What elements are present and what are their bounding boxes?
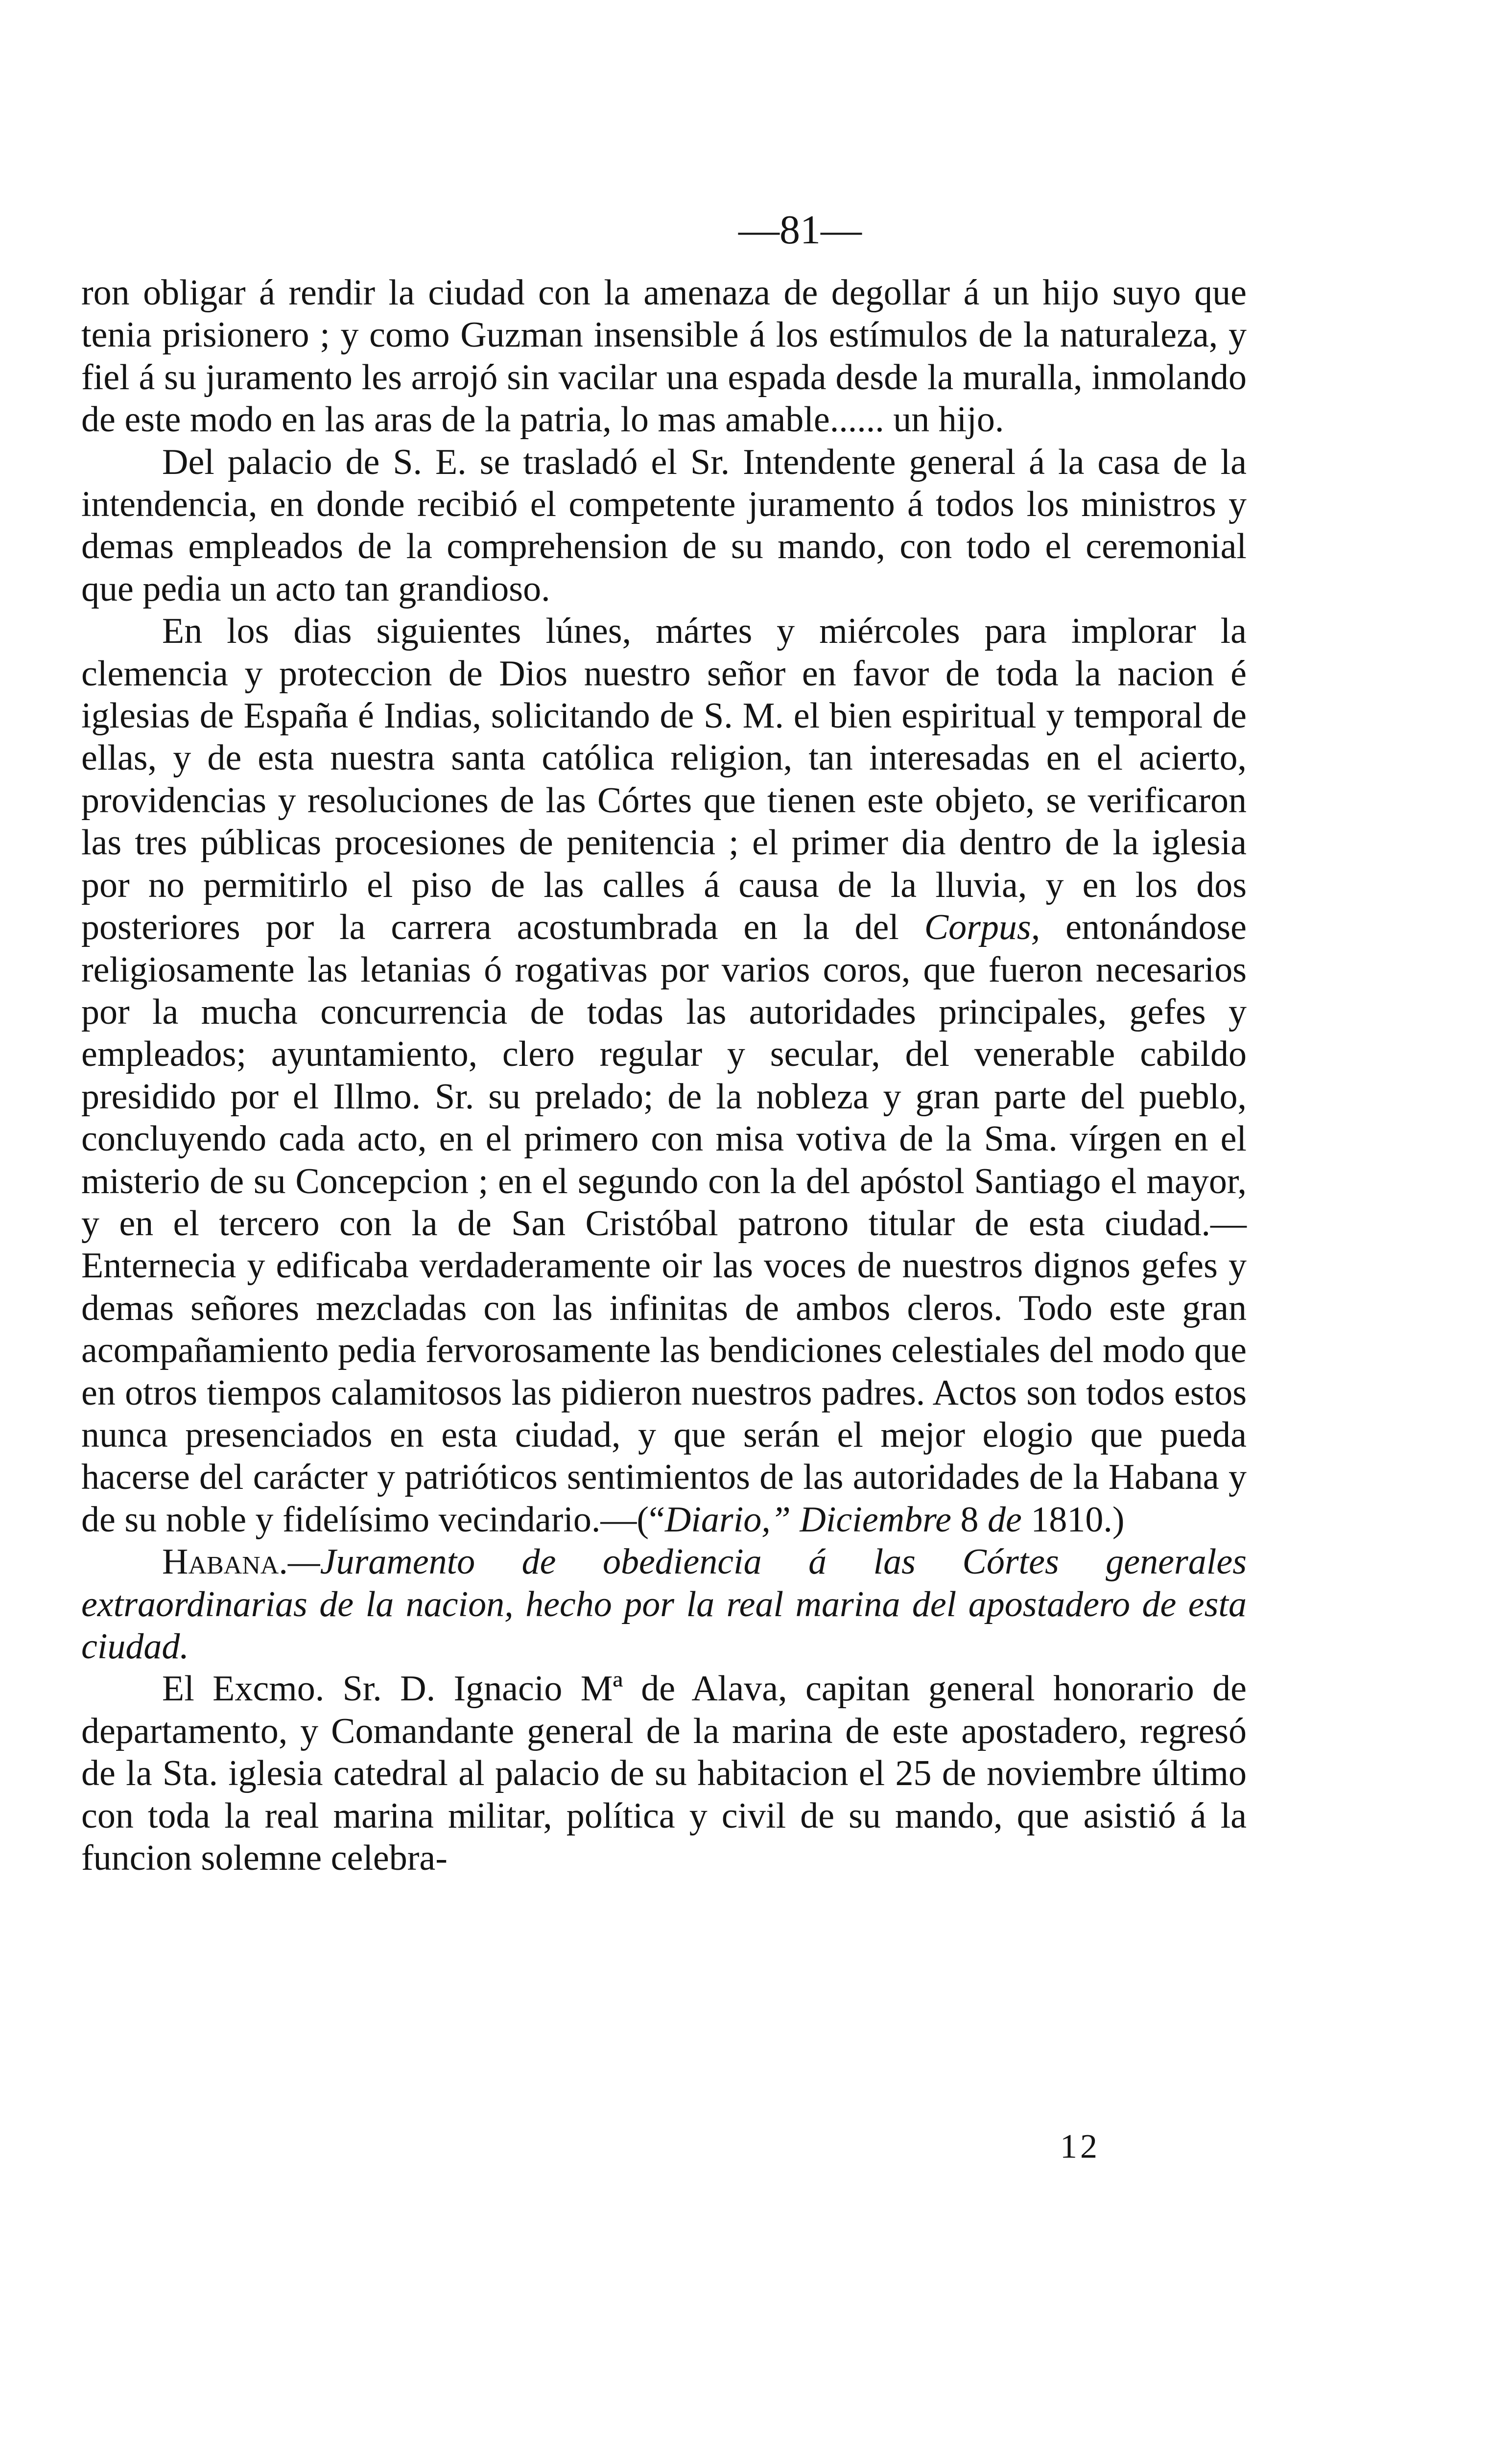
paragraph	[81, 1541, 1247, 1668]
paragraph-text: 1810.)	[1031, 1499, 1125, 1540]
page-number: —81—	[738, 207, 862, 253]
paragraph-text: ron obligar á rendir la ciudad con la amenaza de degollar á un hijo suyo que tenia prisionero ; y como Guzman insensible á los estímulos de la naturaleza, y fiel á su juramento les arrojó sin vacilar una espada desde la muralla, inmolando de este modo en las aras de la patria, lo mas amable...... un hijo.	[81, 273, 1247, 440]
italic-text: Diario,” Diciembre	[664, 1499, 952, 1540]
paragraph-text: El Excmo. Sr. D. Ignacio Mª de Alava, capitan general honorario de departamento, y Comandante general de la marina de este apostadero, regresó de la Sta. iglesia catedral al palacio de su habitacion el 25 de noviembre último con toda la real marina militar, política y civil de su mando, que asistió á la funcion solemne celebra-	[81, 1669, 1247, 1879]
paragraph-text: En los dias siguientes lúnes, mártes y miércoles para implorar la clemencia y proteccion de Dios nuestro señor en favor de toda la nacion é iglesias de España é Indias, solicitando de S. M. el bien espiritual y temporal de ellas, y de esta nuestra santa católica religion, tan interesadas en el acierto, providencias y resoluciones de las Córtes que tienen este objeto, se verificaron las tres públicas procesiones de penitencia ; el primer dia dentro de la iglesia por no permitirlo el piso de las calles á causa de la lluvia, y en los dos posteriores por la carrera acostumbrada en la del	[81, 611, 1247, 948]
paragraph-text: 8	[960, 1499, 979, 1540]
paragraph	[81, 1668, 1247, 1879]
paragraph	[81, 441, 1247, 611]
section-title: —Juramento de obediencia á las Córtes generales extraordinarias de la nacion, hecho por la real marina del apostadero de esta ciudad.	[81, 1542, 1247, 1667]
paragraph-text: Del palacio de S. E. se trasladó el Sr. Intendente general á la casa de la intendencia, en donde recibió el competente juramento á todos los ministros y demas empleados de la comprehension de su mando, con todo el ceremonial que pedia un acto tan grandioso.	[81, 442, 1247, 609]
italic-text: de	[988, 1499, 1022, 1540]
paragraph	[81, 272, 1247, 441]
italic-text: Corpus,	[924, 907, 1040, 948]
body-text	[81, 272, 1247, 1879]
paragraph-text: entonándose religiosamente las letanias ó rogativas por varios coros, que fueron necesarios por la mucha concurrencia de todas las autoridades principales, gefes y empleados; ayuntamiento, clero regular y secular, del venerable cabildo presidido por el Illmo. Sr. su prelado; de la nobleza y gran parte del pueblo, concluyendo cada acto, en el primero con misa votiva de la Sma. vírgen en el misterio de su Concepcion ; en el segundo con la del apóstol Santiago el mayor, y en el tercero con la de San Cristóbal patrono titular de esta ciudad.—Enternecia y edificaba verdaderamente oir las voces de nuestros dignos gefes y demas señores mezcladas con las infinitas de ambos cleros. Todo este gran acompañamiento pedia fervorosamente las bendiciones celestiales del modo que en otros tiempos calamitosos las pidieron nuestros padres. Actos son todos estos nunca presenciados en esta ciudad, y que serán el mejor elogio que pueda hacerse del carácter y patrióticos sentimientos de las autoridades de la Habana y de su noble y fidelísimo vecindario.—(“	[81, 907, 1247, 1540]
paragraph	[81, 610, 1247, 1541]
signature-mark: 12	[1060, 2128, 1100, 2166]
section-heading: Habana.	[162, 1542, 288, 1582]
